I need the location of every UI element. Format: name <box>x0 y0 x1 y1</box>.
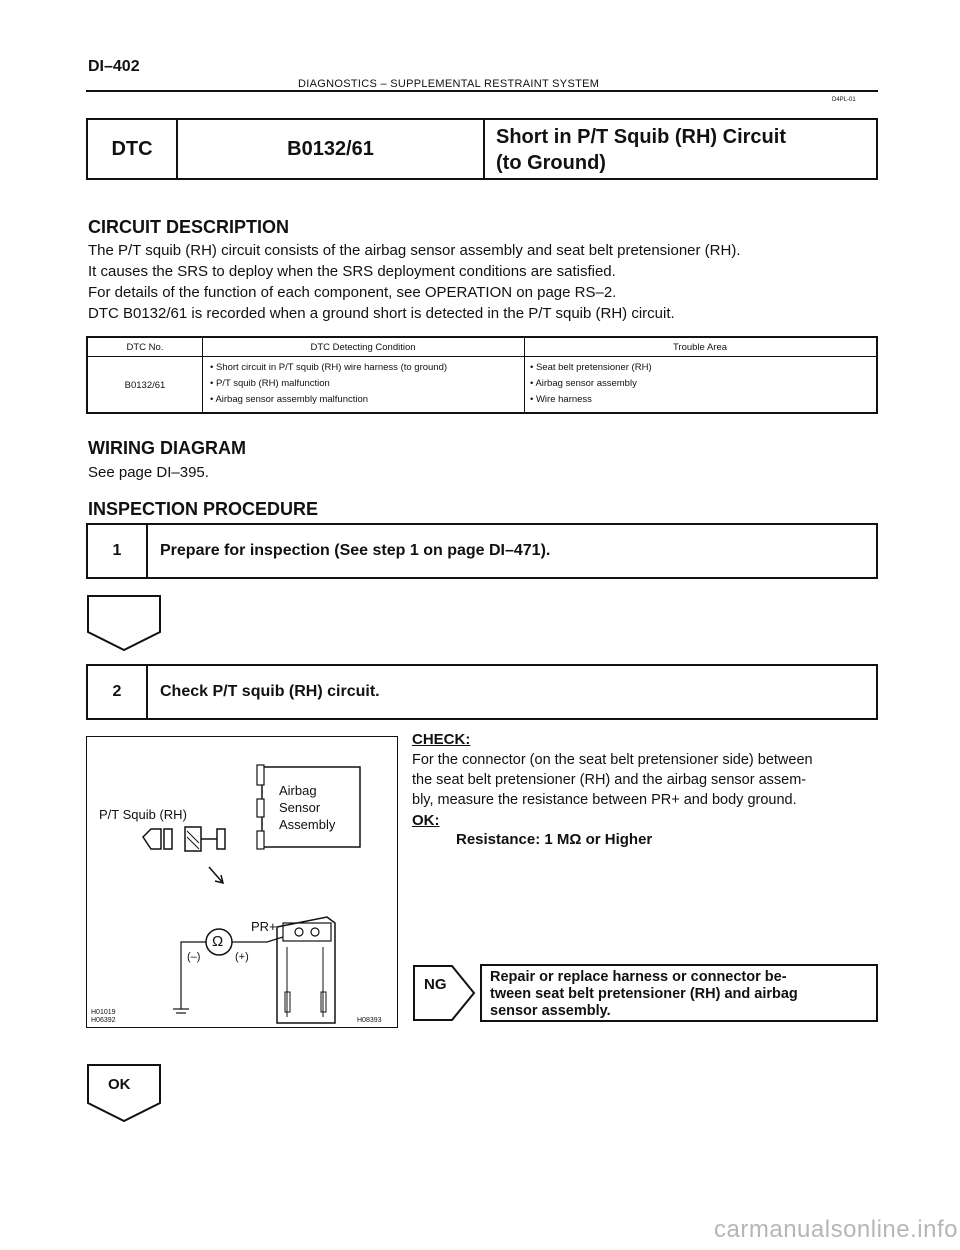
step-1-box <box>86 523 878 579</box>
circuit-description-line: DTC B0132/61 is recorded when a ground short is detected in the P/T squib (RH) circuit. <box>88 305 675 322</box>
figure-code <box>91 1009 116 1025</box>
check-label: CHECK: <box>412 731 471 748</box>
running-header: DIAGNOSTICS – SUPPLEMENTAL RESTRAINT SYSTEM <box>298 78 600 90</box>
ok-flow-label: OK <box>108 1076 131 1093</box>
circuit-illustration <box>87 737 399 1029</box>
step-1-number: 1 <box>88 525 148 577</box>
step-2-number: 2 <box>88 666 148 718</box>
check-block <box>412 731 882 848</box>
table-cell-trouble-area: • Wire harness <box>530 394 592 405</box>
circuit-description-heading: CIRCUIT DESCRIPTION <box>88 217 290 237</box>
squib-label: P/T Squib (RH) <box>99 807 187 822</box>
step-2-text: Check P/T squib (RH) circuit. <box>160 683 380 700</box>
sensor-label-line: Airbag <box>279 783 317 798</box>
dtc-code: B0132/61 <box>178 120 485 178</box>
wiring-diagram-reference: See page DI–395. <box>88 464 209 481</box>
wiring-diagram-heading: WIRING DIAGRAM <box>88 438 246 458</box>
terminal-label: PR+ <box>251 919 277 934</box>
table-cell-trouble-area: • Seat belt pretensioner (RH) <box>530 362 652 373</box>
figure-code-line: H01019 <box>91 1009 116 1016</box>
ng-action-box <box>480 964 878 1022</box>
sensor-label-line: Sensor <box>279 800 321 815</box>
circuit-description-line: It causes the SRS to deploy when the SRS deployment conditions are satisfied. <box>88 263 616 280</box>
dtc-header-box <box>86 118 878 180</box>
sensor-label-line: Assembly <box>279 817 336 832</box>
ng-action-line: tween seat belt pretensioner (RH) and airbag <box>490 986 798 1002</box>
check-line: For the connector (on the seat belt pretensioner side) between <box>412 752 813 768</box>
ng-action-line: Repair or replace harness or connector be- <box>490 969 787 985</box>
document-code: D4PL-01 <box>832 97 856 103</box>
page-number: DI–402 <box>88 58 140 75</box>
table-cell-condition: • Airbag sensor assembly malfunction <box>210 394 369 405</box>
dtc-title-line-1: Short in P/T Squib (RH) Circuit <box>496 126 786 148</box>
table-cell-trouble-area: • Airbag sensor assembly <box>530 378 637 389</box>
watermark: carmanualsonline.info <box>714 1216 958 1243</box>
plus-label: (+) <box>235 951 249 963</box>
ohm-symbol: Ω <box>212 933 224 950</box>
table-header-condition: DTC Detecting Condition <box>310 342 416 353</box>
inspection-diagram <box>86 736 398 1028</box>
flow-down-arrow-icon <box>86 594 166 654</box>
minus-label: (–) <box>187 951 201 963</box>
check-line: the seat belt pretensioner (RH) and the airbag sensor assem- <box>412 772 807 788</box>
figure-code-line: H06392 <box>91 1017 116 1024</box>
check-line: bly, measure the resistance between PR+ and body ground. <box>412 792 797 808</box>
ok-label: OK: <box>412 812 440 829</box>
circuit-description-text <box>88 240 888 324</box>
circuit-description-line: The P/T squib (RH) circuit consists of the airbag sensor assembly and seat belt pretensioner (RH). <box>88 242 741 259</box>
table-cell-condition: • P/T squib (RH) malfunction <box>210 378 330 389</box>
figure-code: H08393 <box>357 1017 382 1024</box>
circuit-description-line: For details of the function of each component, see OPERATION on page RS–2. <box>88 284 617 301</box>
ng-action-text <box>490 969 798 1020</box>
dtc-title <box>496 124 786 176</box>
ng-label: NG <box>424 976 447 993</box>
step-1-text: Prepare for inspection (See step 1 on page DI–471). <box>160 542 551 559</box>
dtc-table <box>86 336 878 414</box>
table-header-trouble-area: Trouble Area <box>672 342 728 353</box>
header-rule <box>86 90 878 92</box>
step-2-box <box>86 664 878 720</box>
dtc-title-line-2: (to Ground) <box>496 152 606 174</box>
table-header-rule <box>88 356 876 357</box>
table-cell-dtc-no: B0132/61 <box>124 380 166 391</box>
inspection-procedure-heading: INSPECTION PROCEDURE <box>88 499 319 519</box>
dtc-label: DTC <box>88 120 178 178</box>
ok-value: Resistance: 1 MΩ or Higher <box>456 831 653 848</box>
ok-down-arrow-icon <box>86 1063 166 1125</box>
table-header-dtc-no: DTC No. <box>126 342 164 353</box>
table-cell-condition: • Short circuit in P/T squib (RH) wire harness (to ground) <box>210 362 448 373</box>
ng-action-line: sensor assembly. <box>490 1003 611 1019</box>
check-text <box>412 750 882 810</box>
ng-arrow-icon <box>412 964 478 1024</box>
